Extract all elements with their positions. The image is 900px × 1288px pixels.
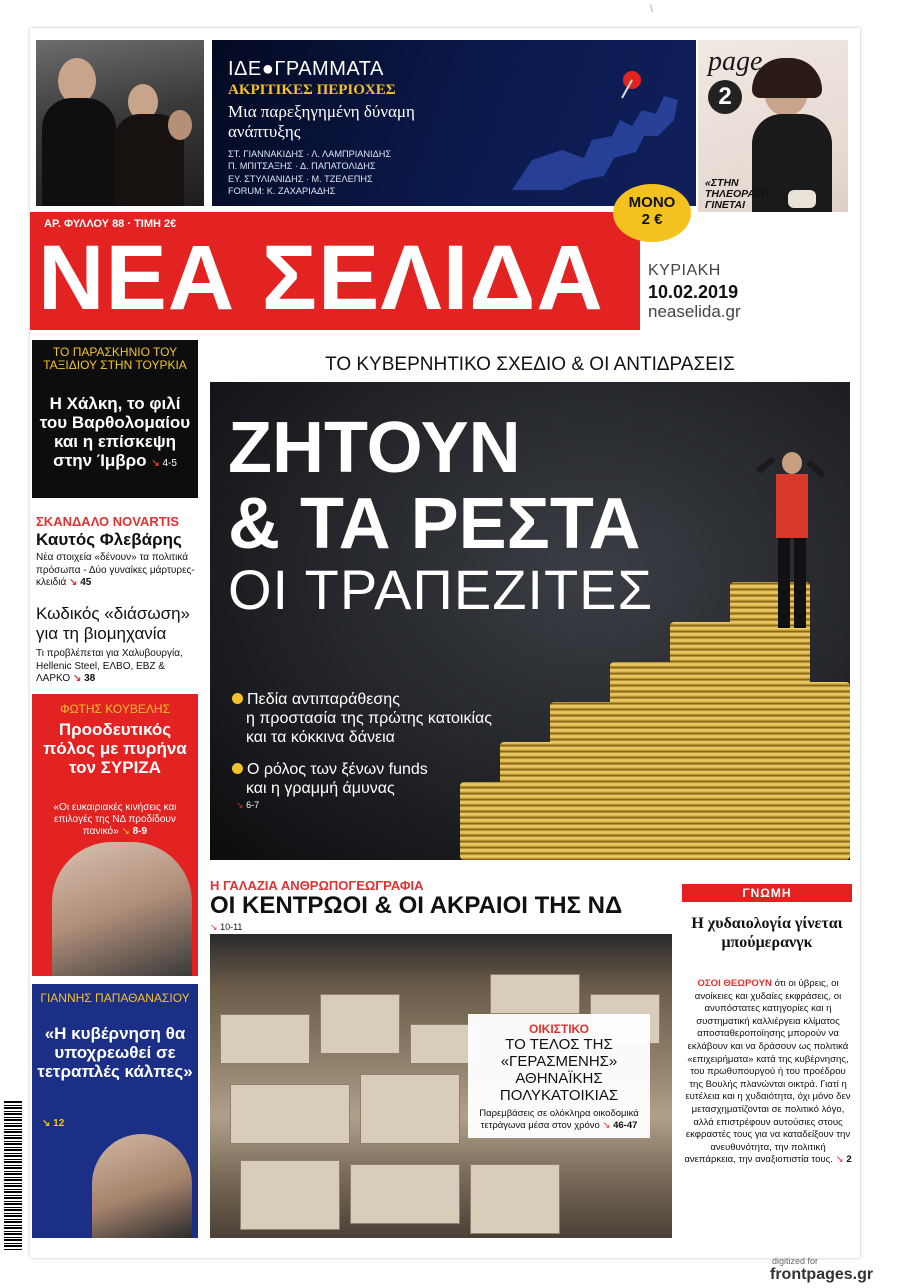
page2-headline: «ΣΤΗΝ ΤΗΛΕΟΡΑΣΗ ΓΙΝΕΤΑΙ (705, 177, 769, 211)
kentrooi-kicker: Η ΓΑΛΑΖΙΑ ΑΝΘΡΩΠΟΓΕΩΓΡΑΦΙΑ (210, 878, 424, 893)
novartis-headline[interactable]: Καυτός Φλεβάρης (36, 530, 182, 549)
page2-logo: page (708, 46, 763, 77)
hero-man-figure (770, 452, 816, 632)
main-headline-1: ΖΗΤΟΥΝ (228, 408, 521, 488)
opinion-text: ΟΣΟΙ ΘΕΩΡΟΥΝ ότι οι ύβρεις, οι ανοίκειες και χυδαίες εκφράσεις, οι ανυπόστατες κατηγορίες και η συστηματική καλλιέργεια κλίματος αποσταθεροποίησης μπορούν να εκλάβουν και να δράσουν ως πολιτικά «επιχειρήματα» κατά της κυβέρνησης, του πρωθυπουργού ή του προέδρου της Βουλής πλανώνται οικτρά. Γιατί η ευτέλεια και η χυδαιότητα, όχι μόνο δεν μετασχηματίζονται σε πολιτικό λόγο, αλλά επιστρέφουν αυτούσιες στους εκφραστές τους για να καταδείξουν την ανευθυνότητα, την πολιτική ανεπάρκεια, την αναξιοπιστία τους. ↘ 2 (684, 978, 852, 1166)
oikistiko-text: Παρεμβάσεις σε ολόκληρα οικοδομικά τετράγωνα μέσα στον χρόνο ↘ 46-47 (479, 1108, 639, 1131)
main-bullet-1-line3: και τα κόκκινα δάνεια (246, 729, 395, 746)
ideogrammata-title: Μια παρεξηγημένη δύναμη ανάπτυξης (228, 102, 415, 141)
kentrooi-pages: ↘ 10-11 (210, 922, 243, 932)
halki-story[interactable] (32, 340, 198, 498)
main-pages: ↘ 6-7 (236, 800, 260, 810)
source-site[interactable]: frontpages.gr (770, 1266, 874, 1283)
papathanasiou-kicker: ΓΙΑΝΝΗΣ ΠΑΠΑΘΑΝΑΣΙΟΥ (40, 991, 190, 1005)
halki-headline: Η Χάλκη, το φιλί του Βαρθολομαίου και η επίσκεψη στην Ίμβρο ↘ 4-5 (39, 394, 191, 470)
kodikos-headline[interactable]: Κωδικός «διάσωση» για τη βιομηχανία (36, 604, 190, 643)
corner-mark: \ (650, 4, 653, 15)
page2-number: 2 (708, 80, 742, 114)
kouvelis-kicker: ΦΩΤΗΣ ΚΟΥΒΕΛΗΣ (60, 702, 170, 716)
kouvelis-text: «Οι ευκαιριακές κινήσεις και επιλογές της ΝΔ προδίδουν πανικό» ↘ 8-9 (53, 802, 177, 837)
novartis-kicker: ΣΚΑΝΔΑΛΟ NOVARTIS (36, 514, 179, 529)
bullet-dot-icon (232, 763, 243, 774)
newspaper-title[interactable]: ΝΕΑ ΣΕΛΙΔΑ (38, 227, 604, 329)
issue-date: 10.02.2019 (648, 282, 739, 302)
main-kicker: ΤΟ ΚΥΒΕΡΝΗΤΙΚΟ ΣΧΕΔΙΟ & ΟΙ ΑΝΤΙΔΡΑΣΕΙΣ (325, 354, 735, 375)
opinion-label: ΓΝΩΜΗ (682, 884, 852, 902)
main-bullet-2-line2: και η γραμμή άμυνας (246, 780, 395, 797)
kouvelis-photo (52, 842, 192, 976)
price-badge: ΜΟΝΟ 2 € (613, 184, 691, 242)
main-bullet-1-line2: η προστασία της πρώτης κατοικίας (246, 710, 492, 727)
ideogrammata-subtitle: ΑΚΡΙΤΙΚΕΣ ΠΕΡΙΟΧΕΣ (228, 82, 396, 98)
kouvelis-headline: Προοδευτικός πόλος με πυρήνα τον ΣΥΡΙΖΑ (43, 720, 187, 777)
main-headline-2: & ΤΑ ΡΕΣΤΑ (228, 484, 641, 564)
oikistiko-kicker: ΟΙΚΙΣΤΙΚΟ (529, 1022, 589, 1036)
kouvelis-story[interactable] (32, 694, 198, 976)
opinion-headline[interactable]: Η χυδαιολογία γίνεται μπούμερανγκ (691, 915, 843, 951)
issue-day: ΚΥΡΙΑΚΗ (648, 262, 721, 279)
papathanasiou-photo (92, 1134, 192, 1238)
main-bullet-2: Ο ρόλος των ξένων funds (232, 760, 428, 779)
main-headline-3: ΟΙ ΤΡΑΠΕΖΙΤΕΣ (228, 558, 654, 621)
ideogrammata-brand: ΙΔΕ●ΓΡΑΜΜΑΤΑ (228, 58, 384, 80)
papathanasiou-pages: ↘ 12 (42, 1118, 65, 1129)
oikistiko-headline[interactable]: ΤΟ ΤΕΛΟΣ ΤΗΣ «ΓΕΡΑΣΜΕΝΗΣ» ΑΘΗΝΑΪΚΗΣ ΠΟΛΥΚΑΤΟΙΚΙΑΣ (499, 1036, 619, 1104)
website-link[interactable]: neaselida.gr (648, 302, 741, 321)
papathanasiou-headline: «Η κυβέρνηση θα υποχρεωθεί σε τετραπλές κάλπες» (37, 1024, 193, 1081)
barcode (4, 1100, 22, 1250)
bullet-dot-icon (232, 693, 243, 704)
digitized-label: digitized for (772, 1256, 819, 1266)
main-bullet-1: Πεδία αντιπαράθεσης (232, 690, 400, 709)
kentrooi-headline[interactable]: ΟΙ ΚΕΝΤΡΩΟΙ & ΟΙ ΑΚΡΑΙΟΙ ΤΗΣ ΝΔ (210, 892, 623, 919)
novartis-text: Νέα στοιχεία «δένουν» τα πολιτικά πρόσωπα - Δύο γυναίκες μάρτυρες-κλειδιά ↘ 45 (36, 552, 195, 588)
halki-kicker: ΤΟ ΠΑΡΑΣΚΗΝΙΟ ΤΟΥ ΤΑΞΙΔΙΟΥ ΣΤΗΝ ΤΟΥΡΚΙΑ (43, 345, 187, 372)
issue-meta: ΑΡ. ΦΥΛΛΟΥ 88 · ΤΙΜΗ 2€ (44, 218, 177, 230)
kodikos-text: Τι προβλέπεται για Χαλυβουργία, Hellenic Steel, ΕΛΒΟ, ΕΒΖ & ΛΑΡΚΟ ↘ 38 (36, 648, 183, 684)
papathanasiou-story[interactable] (32, 984, 198, 1238)
top-photo (36, 40, 204, 206)
ideogrammata-authors: ΣΤ. ΓΙΑΝΝΑΚΙΔΗΣ · Λ. ΛΑΜΠΡΙΑΝΙΔΗΣ Π. ΜΠΙΤΣΑΞΗΣ · Δ. ΠΑΠΑΤΟΛΙΔΗΣ ΕΥ. ΣΤΥΛΙΑΝΙΔΗΣ · Μ. ΤΖΕΛΕΠΗΣ FORUM: Κ. ΖΑΧΑΡΙΑΔΗΣ (228, 149, 392, 196)
